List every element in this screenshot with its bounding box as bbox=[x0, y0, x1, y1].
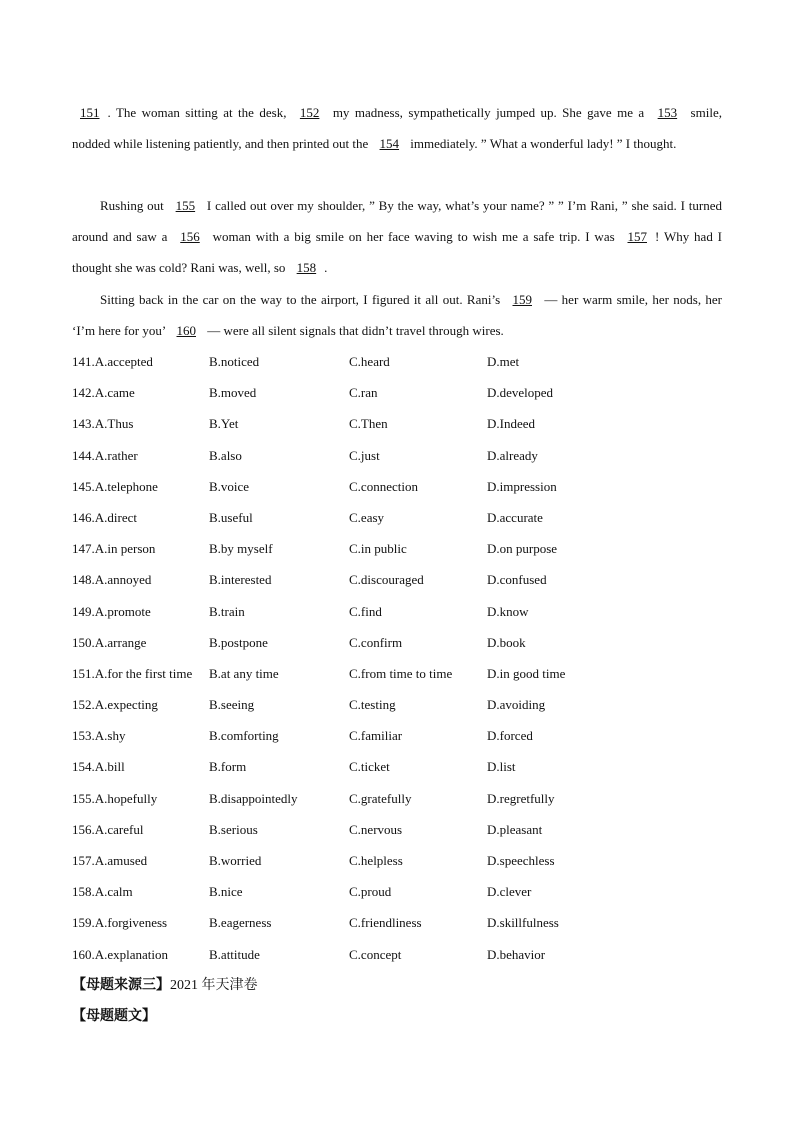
question-151 bbox=[72, 658, 722, 689]
option-d: D.behavior bbox=[487, 946, 546, 962]
section-heading-label: 【母题题文】 bbox=[72, 1009, 156, 1024]
option-c: C.just bbox=[349, 447, 380, 463]
option-b: B.form bbox=[209, 759, 247, 775]
passage-text: smile, nodded while listening patiently, and then printed out the bbox=[72, 105, 722, 151]
option-a: 142.A.came bbox=[72, 385, 135, 401]
source-line bbox=[72, 970, 258, 1001]
option-a: 152.A.expecting bbox=[72, 697, 158, 713]
source-text: 2021 年天津卷 bbox=[170, 978, 258, 993]
option-d: D.met bbox=[487, 354, 520, 369]
question-154 bbox=[72, 751, 722, 782]
option-c: C.heard bbox=[349, 354, 390, 369]
question-149 bbox=[72, 596, 722, 627]
passage-text: . The woman sitting at the desk, bbox=[107, 105, 292, 120]
option-c: C.proud bbox=[349, 884, 392, 900]
option-d: D.clever bbox=[487, 884, 532, 900]
option-b: B.by myself bbox=[209, 541, 273, 557]
option-b: B.voice bbox=[209, 478, 250, 494]
option-d: D.forced bbox=[487, 728, 533, 744]
option-d: D.speechless bbox=[487, 853, 555, 868]
question-156 bbox=[72, 814, 722, 845]
option-c: C.Then bbox=[349, 416, 388, 432]
option-a: 157.A.amused bbox=[72, 853, 148, 868]
option-a: 143.A.Thus bbox=[72, 416, 134, 432]
passage-text: I called out over my shoulder, ” By the way, what’s your name? ” ” I’m Rani, ” she said. I turned around and saw a bbox=[72, 198, 722, 244]
passage-text: Rushing out bbox=[100, 198, 168, 213]
option-a: 159.A.forgiveness bbox=[72, 915, 168, 931]
blank-155: 155 bbox=[175, 198, 196, 213]
question-157 bbox=[72, 845, 722, 876]
question-144 bbox=[72, 440, 722, 471]
passage-paragraph-3 bbox=[72, 284, 722, 346]
option-c: C.nervous bbox=[349, 821, 403, 837]
option-c: C.confirm bbox=[349, 634, 403, 650]
option-a: 144.A.rather bbox=[72, 447, 138, 463]
option-b: B.seeing bbox=[209, 697, 255, 713]
question-142 bbox=[72, 377, 722, 408]
question-145 bbox=[72, 471, 722, 502]
option-b: B.also bbox=[209, 447, 242, 463]
option-c: C.ticket bbox=[349, 759, 390, 775]
option-c: C.find bbox=[349, 603, 382, 619]
option-d: D.know bbox=[487, 603, 529, 619]
blank-154: 154 bbox=[379, 136, 400, 151]
option-b: B.at any time bbox=[209, 665, 279, 681]
option-a: 154.A.bill bbox=[72, 759, 125, 775]
option-b: B.attitude bbox=[209, 946, 260, 962]
option-b: B.nice bbox=[209, 884, 243, 900]
question-147 bbox=[72, 533, 722, 564]
option-b: B.serious bbox=[209, 821, 258, 837]
option-b: B.eagerness bbox=[209, 915, 272, 931]
passage-text: Sitting back in the car on the way to the airport, I figured it all out. Rani’s bbox=[100, 292, 505, 307]
blank-152: 152 bbox=[299, 105, 320, 120]
option-b: B.train bbox=[209, 603, 245, 619]
option-a: 155.A.hopefully bbox=[72, 790, 158, 806]
option-c: C.discouraged bbox=[349, 572, 424, 588]
option-d: D.list bbox=[487, 759, 516, 775]
passage-text: my madness, sympathetically jumped up. She gave me a bbox=[327, 105, 650, 120]
question-158 bbox=[72, 876, 722, 907]
option-b: B.interested bbox=[209, 572, 272, 588]
blank-159: 159 bbox=[512, 292, 532, 307]
passage-text: ! Why had I thought she was cold? Rani was, well, so bbox=[72, 229, 722, 275]
passage-text: . bbox=[324, 260, 328, 275]
question-155 bbox=[72, 783, 722, 814]
option-d: D.impression bbox=[487, 478, 557, 494]
option-a: 160.A.explanation bbox=[72, 946, 169, 962]
option-d: D.in good time bbox=[487, 665, 566, 681]
option-a: 146.A.direct bbox=[72, 509, 137, 525]
option-a: 147.A.in person bbox=[72, 541, 156, 557]
blank-156: 156 bbox=[180, 229, 200, 244]
option-d: D.confused bbox=[487, 572, 547, 588]
passage-paragraph-2 bbox=[72, 190, 722, 283]
passage-text: immediately. ” What a wonderful lady! ” I thought. bbox=[407, 136, 677, 151]
option-c: C.testing bbox=[349, 697, 396, 713]
option-b: B.postpone bbox=[209, 634, 268, 650]
option-b: B.moved bbox=[209, 385, 257, 401]
passage-paragraph-1 bbox=[72, 97, 722, 159]
question-152 bbox=[72, 689, 722, 720]
option-d: D.book bbox=[487, 634, 526, 650]
question-159 bbox=[72, 907, 722, 938]
option-c: C.in public bbox=[349, 541, 407, 557]
option-c: C.from time to time bbox=[349, 665, 453, 681]
option-c: C.connection bbox=[349, 478, 418, 494]
option-a: 149.A.promote bbox=[72, 603, 151, 619]
section-heading bbox=[72, 1001, 156, 1032]
option-a: 153.A.shy bbox=[72, 728, 126, 744]
passage-text: — were all silent signals that didn’t travel through wires. bbox=[204, 323, 504, 338]
option-c: C.easy bbox=[349, 509, 385, 525]
option-d: D.already bbox=[487, 447, 538, 463]
option-c: C.gratefully bbox=[349, 790, 412, 806]
source-label: 【母题来源三】 bbox=[72, 978, 170, 993]
option-a: 145.A.telephone bbox=[72, 478, 158, 494]
blank-153: 153 bbox=[657, 105, 678, 120]
option-d: D.accurate bbox=[487, 509, 543, 525]
blank-157: 157 bbox=[627, 229, 647, 244]
option-b: B.worried bbox=[209, 853, 262, 868]
option-c: C.helpless bbox=[349, 853, 403, 868]
answer-options-list bbox=[72, 346, 722, 970]
blank-158: 158 bbox=[296, 260, 317, 275]
option-d: D.developed bbox=[487, 385, 554, 401]
option-d: D.Indeed bbox=[487, 416, 536, 432]
option-c: C.concept bbox=[349, 946, 402, 962]
question-143 bbox=[72, 408, 722, 439]
option-d: D.regretfully bbox=[487, 790, 555, 806]
option-d: D.pleasant bbox=[487, 821, 543, 837]
option-c: C.ran bbox=[349, 385, 378, 401]
option-a: 158.A.calm bbox=[72, 884, 133, 900]
option-b: B.useful bbox=[209, 509, 253, 525]
option-d: D.skillfulness bbox=[487, 915, 559, 931]
option-b: B.noticed bbox=[209, 354, 260, 369]
option-b: B.disappointedly bbox=[209, 790, 298, 806]
option-d: D.on purpose bbox=[487, 541, 558, 557]
question-146 bbox=[72, 502, 722, 533]
question-148 bbox=[72, 564, 722, 595]
option-c: C.familiar bbox=[349, 728, 403, 744]
question-150 bbox=[72, 627, 722, 658]
blank-151: 151 bbox=[80, 105, 100, 120]
question-160 bbox=[72, 939, 722, 970]
option-b: B.comforting bbox=[209, 728, 279, 744]
option-a: 141.A.accepted bbox=[72, 354, 153, 369]
option-a: 156.A.careful bbox=[72, 821, 144, 837]
blank-160: 160 bbox=[176, 323, 196, 338]
option-d: D.avoiding bbox=[487, 697, 546, 713]
question-153 bbox=[72, 720, 722, 751]
question-141 bbox=[72, 346, 722, 377]
option-a: 150.A.arrange bbox=[72, 634, 147, 650]
passage-text: — her warm smile, her nods, her ‘I’m here for you’ bbox=[72, 292, 723, 338]
option-a: 151.A.for the first time bbox=[72, 665, 193, 681]
option-a: 148.A.annoyed bbox=[72, 572, 152, 588]
option-c: C.friendliness bbox=[349, 915, 422, 931]
option-b: B.Yet bbox=[209, 416, 239, 432]
passage-text: woman with a big smile on her face waving to wish me a safe trip. I was bbox=[207, 229, 620, 244]
